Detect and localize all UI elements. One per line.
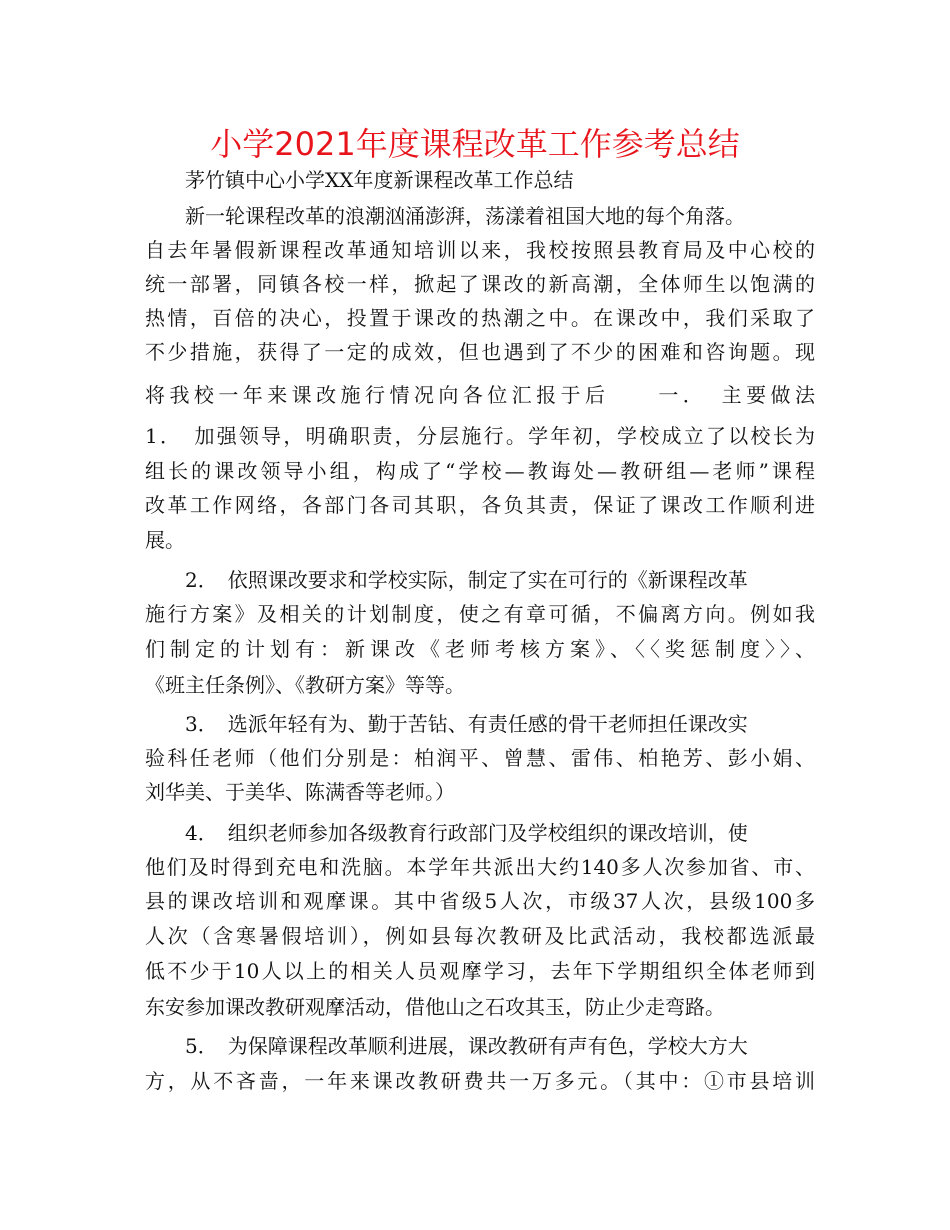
paragraph-line: 人次（含寒暑假培训），例如县每次教研及比武活动，我校都选派最: [145, 924, 815, 948]
paragraph-line: 刘华美、于美华、陈满香等老师。）: [145, 780, 455, 804]
paragraph-line: 验科任老师（他们分别是：柏润平、曾慧、雷伟、柏艳芳、彭小娟、: [145, 746, 815, 770]
subtitle-line: 茅竹镇中心小学XX年度新课程改革工作总结: [185, 168, 574, 192]
paragraph-line: 低不少于10人以上的相关人员观摩学习，去年下学期组织全体老师到: [145, 959, 815, 983]
paragraph-line: 不少措施，获得了一定的成效，但也遇到了不少的困难和咨询题。现: [145, 340, 815, 364]
paragraph-line: 改革工作网络，各部门各司其职，各负其责，保证了课改工作顺利进: [145, 493, 815, 517]
paragraph-line: 热情，百倍的决心，投置于课改的热潮之中。在课改中，我们采取了: [145, 306, 815, 330]
paragraph-line: 施行方案》及相关的计划制度，使之有章可循，不偏离方向。例如我: [145, 602, 815, 626]
paragraph-line: 新一轮课程改革的浪潮汹涌澎湃，荡漾着祖国大地的每个角落。: [185, 204, 745, 228]
paragraph-line: 2． 依照课改要求和学校实际，制定了实在可行的《新课程改革: [185, 568, 748, 592]
paragraph-line: 《班主任条例》、《教研方案》等等。: [145, 673, 465, 697]
paragraph-line: 方，从不吝啬，一年来课改教研费共一万多元。（其中：①市县培训: [145, 1069, 815, 1093]
paragraph-line: 统一部署，同镇各校一样，掀起了课改的新高潮，全体师生以饱满的: [145, 272, 815, 296]
paragraph-line: 们制定的计划有：新课改《老师考核方案》、〈〈奖惩制度〉〉、: [145, 637, 815, 661]
paragraph-line: 展。: [145, 528, 185, 552]
paragraph-line: 组长的课改领导小组，构成了“学校—教诲处—教研组—老师”课程: [145, 459, 815, 483]
paragraph-line: 3． 选派年轻有为、勤于苦钻、有责任感的骨干老师担任课改实: [185, 712, 748, 736]
paragraph-line: 自去年暑假新课程改革通知培训以来，我校按照县教育局及中心校的: [145, 238, 815, 262]
paragraph-line: 4． 组织老师参加各级教育行政部门及学校组织的课改培训，使: [185, 821, 748, 845]
paragraph-line: 他们及时得到充电和洗脑。本学年共派出大约140多人次参加省、市、: [145, 855, 815, 879]
paragraph-line: 东安参加课改教研观摩活动，借他山之石攻其玉，防止少走弯路。: [145, 995, 725, 1019]
paragraph-line: 将我校一年来课改施行情况向各位汇报于后 一． 主要做法: [145, 383, 815, 407]
paragraph-line: 县的课改培训和观摩课。其中省级5人次，市级37人次，县级100多: [145, 889, 815, 913]
document-title: 小学2021年度课程改革工作参考总结: [210, 125, 740, 163]
paragraph-line: 1． 加强领导，明确职责，分层施行。学年初，学校成立了以校长为: [145, 424, 815, 448]
paragraph-line: 5． 为保障课程改革顺利进展，课改教研有声有色，学校大方大: [185, 1034, 748, 1058]
